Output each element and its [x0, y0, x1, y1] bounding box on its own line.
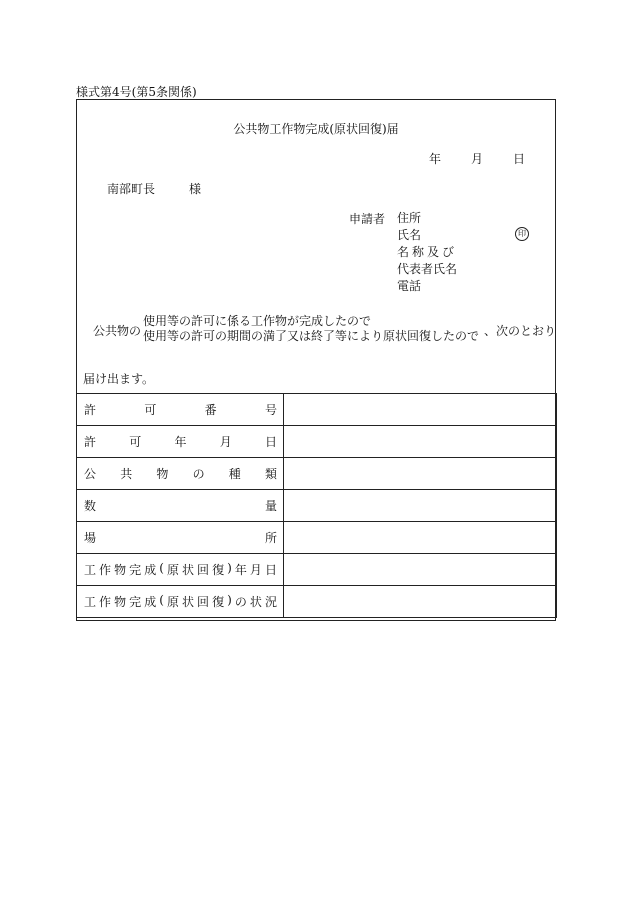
seal-icon: 印: [515, 227, 529, 241]
label-char: 復: [212, 563, 225, 577]
label-text: [84, 465, 277, 482]
label-char: ): [227, 593, 232, 607]
row-label: [77, 458, 284, 490]
label-char: の: [234, 595, 247, 609]
label-char: 成: [144, 595, 157, 609]
row-value[interactable]: [284, 522, 557, 554]
row-value[interactable]: [284, 554, 557, 586]
label-char: 可: [144, 403, 157, 417]
label-text: [84, 401, 277, 418]
label-char: 物: [114, 595, 127, 609]
applicant-name-label: 氏名: [397, 228, 422, 242]
label-char: (: [159, 593, 164, 607]
statement-subject: 公共物の: [93, 324, 142, 338]
label-char: 番: [204, 403, 217, 417]
table-row: [77, 490, 557, 522]
label-char: 完: [129, 595, 142, 609]
label-char: 工: [84, 595, 97, 609]
table-row: [77, 554, 557, 586]
row-label: [77, 586, 284, 618]
applicant-address-label: 住所: [397, 211, 422, 225]
label-char: 公: [84, 467, 97, 481]
label-char: 日: [264, 563, 277, 577]
label-char: 所: [264, 531, 277, 545]
label-char: 工: [84, 563, 97, 577]
form-frame: [76, 99, 556, 621]
label-char: 状: [182, 563, 195, 577]
row-value[interactable]: [284, 426, 557, 458]
row-label: [77, 522, 284, 554]
label-char: (: [159, 561, 164, 575]
details-table: [76, 393, 557, 618]
row-label: [77, 490, 284, 522]
label-char: 許: [84, 435, 97, 449]
reason-complete: 使用等の許可に係る工作物が完成したので: [143, 314, 372, 328]
label-char: 年: [234, 563, 247, 577]
label-char: 物: [156, 467, 169, 481]
label-char: 成: [144, 563, 157, 577]
row-value[interactable]: [284, 458, 557, 490]
row-value[interactable]: [284, 394, 557, 426]
label-char: 作: [99, 563, 112, 577]
addressee: [107, 180, 201, 197]
label-char: 類: [264, 467, 277, 481]
label-char: 完: [129, 563, 142, 577]
label-char: 回: [197, 595, 210, 609]
label-char: 年: [174, 435, 187, 449]
label-char: の: [192, 467, 205, 481]
month-label: 月: [470, 152, 483, 166]
day-label: 日: [512, 152, 525, 166]
label-char: 状: [182, 595, 195, 609]
statement-reasons: [143, 314, 479, 344]
applicant-phone-label: 電話: [397, 279, 422, 293]
label-text: [84, 433, 277, 450]
label-char: 日: [264, 435, 277, 449]
row-label: [77, 554, 284, 586]
label-char: 許: [84, 403, 97, 417]
label-char: 復: [212, 595, 225, 609]
row-label: [77, 394, 284, 426]
label-char: 場: [84, 531, 97, 545]
label-text: [84, 497, 277, 514]
label-char: 数: [84, 499, 97, 513]
label-char: 物: [114, 563, 127, 577]
statement-closing: 届け出ます。: [83, 372, 155, 386]
label-char: 状: [249, 595, 262, 609]
label-char: 量: [264, 499, 277, 513]
applicant-label: 申請者: [349, 212, 386, 226]
label-char: 可: [129, 435, 142, 449]
date-row: [429, 150, 525, 167]
label-char: 原: [166, 563, 179, 577]
label-char: 共: [120, 467, 133, 481]
addressee-honorific: 様: [189, 182, 202, 196]
form-number: 様式第4号(第5条関係): [76, 85, 197, 99]
table-row: [77, 586, 557, 618]
label-char: 況: [264, 595, 277, 609]
label-char: ): [227, 561, 232, 575]
form-title: 公共物工作物完成(原状回復)届: [233, 122, 399, 136]
year-label: 年: [428, 152, 441, 166]
row-label: [77, 426, 284, 458]
table-row: [77, 458, 557, 490]
label-char: 原: [166, 595, 179, 609]
label-text: [84, 593, 277, 610]
label-char: 号: [264, 403, 277, 417]
label-char: 月: [219, 435, 232, 449]
label-char: 作: [99, 595, 112, 609]
statement-tail: 、次のとおり: [484, 324, 557, 338]
table-row: [77, 394, 557, 426]
label-char: 月: [249, 563, 262, 577]
addressee-name: 南部町長: [107, 182, 156, 196]
label-char: 回: [197, 563, 210, 577]
label-text: [84, 561, 277, 578]
table-row: [77, 522, 557, 554]
row-value[interactable]: [284, 490, 557, 522]
label-char: 種: [228, 467, 241, 481]
row-value[interactable]: [284, 586, 557, 618]
applicant-entity-label: 名称及び: [397, 245, 458, 259]
label-text: [84, 529, 277, 546]
applicant-fields: [397, 210, 457, 295]
applicant-representative-label: 代表者氏名: [397, 262, 458, 276]
table-row: [77, 426, 557, 458]
reason-restore: 使用等の許可の期間の満了又は終了等により原状回復したので: [143, 329, 480, 343]
